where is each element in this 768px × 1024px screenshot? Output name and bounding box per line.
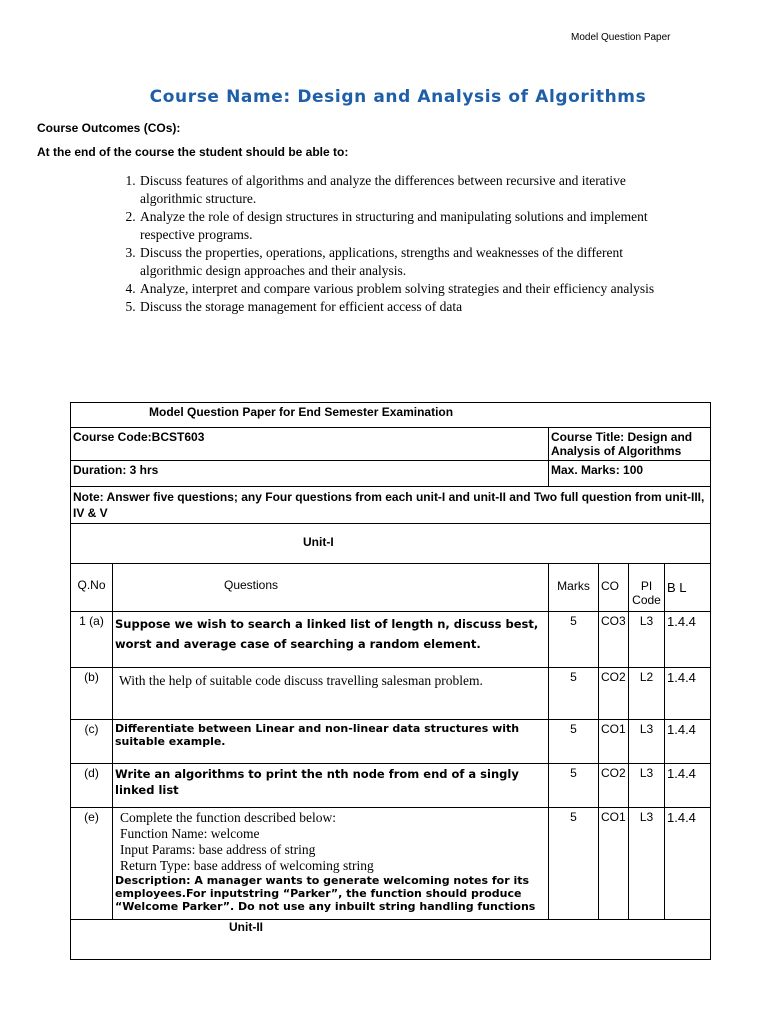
question-line: Complete the function described below:	[120, 810, 336, 825]
course-title: Course Title: Design and Analysis of Algorithms	[549, 428, 711, 461]
page-header-label: Model Question Paper	[571, 32, 671, 43]
question-number: (b)	[71, 668, 113, 720]
question-marks: 5	[549, 764, 599, 808]
question-marks: 5	[549, 720, 599, 764]
col-header-questions: Questions	[113, 564, 549, 612]
question-number: (e)	[71, 808, 113, 920]
question-line: Return Type: base address of welcoming string	[120, 858, 374, 873]
question-text: Suppose we wish to search a linked list of length n, discuss best, worst and average case of searching a random element.	[113, 612, 549, 668]
question-row-1d	[71, 764, 711, 808]
question-row-1a	[71, 612, 711, 668]
max-marks: Max. Marks: 100	[549, 461, 711, 487]
outcome-item-4: 4. Analyze, interpret and compare various problem solving strategies and their efficiency analysis	[139, 280, 659, 298]
question-row-1b	[71, 668, 711, 720]
exam-title: Model Question Paper for End Semester Examination	[71, 403, 711, 428]
outcome-item-5: 5. Discuss the storage management for efficient access of data	[139, 298, 659, 316]
question-number: 1 (a)	[71, 612, 113, 668]
question-co: CO2	[599, 764, 629, 808]
question-co: CO1	[599, 720, 629, 764]
course-outcomes-intro: At the end of the course the student should be able to:	[37, 145, 349, 159]
pi-code-label: Code	[632, 593, 661, 607]
outcome-item-2: 2. Analyze the role of design structures in structuring and manipulating solutions and implement respective programs.	[139, 208, 659, 244]
course-name-title: Course Name: Design and Analysis of Algorithms	[149, 87, 647, 107]
question-number: (d)	[71, 764, 113, 808]
question-bl: 1.4.4	[665, 764, 711, 808]
question-line: Function Name: welcome	[120, 826, 260, 841]
question-number: (c)	[71, 720, 113, 764]
question-pi: L2	[629, 668, 665, 720]
unit-1-heading: Unit-I	[71, 524, 711, 564]
question-description: Description: A manager wants to generate welcoming notes for its employees.For inputstring “Parker”, the function should produce “Welcome Parker”. Do not use any inbuilt string handling functions	[115, 874, 536, 913]
question-pi: L3	[629, 612, 665, 668]
question-marks: 5	[549, 668, 599, 720]
question-bl: 1.4.4	[665, 720, 711, 764]
question-text: Write an algorithms to print the nth node from end of a singly linked list	[113, 764, 549, 808]
outcome-item-3: 3. Discuss the properties, operations, applications, strengths and weaknesses of the different algorithmic design approaches and their analysis.	[139, 244, 659, 280]
question-co: CO3	[599, 612, 629, 668]
col-header-bl: B L	[665, 564, 711, 612]
question-co: CO2	[599, 668, 629, 720]
question-row-1e	[71, 808, 711, 920]
unit-2-heading: Unit-II	[71, 920, 711, 960]
course-code: Course Code:BCST603	[71, 428, 549, 461]
question-text: With the help of suitable code discuss travelling salesman problem.	[113, 668, 549, 720]
question-pi: L3	[629, 764, 665, 808]
question-pi: L3	[629, 720, 665, 764]
col-header-marks: Marks	[549, 564, 599, 612]
question-line: Input Params: base address of string	[120, 842, 316, 857]
pi-label: PI	[640, 579, 653, 593]
outcome-item-1: 1. Discuss features of algorithms and analyze the differences between recursive and iterative algorithmic structure.	[139, 172, 659, 208]
question-marks: 5	[549, 808, 599, 920]
question-text	[113, 808, 549, 920]
question-co: CO1	[599, 808, 629, 920]
question-text: Differentiate between Linear and non-linear data structures with suitable example.	[113, 720, 549, 764]
duration: Duration: 3 hrs	[71, 461, 549, 487]
course-outcomes-heading: Course Outcomes (COs):	[37, 121, 181, 135]
col-header-co: CO	[599, 564, 629, 612]
question-paper-table	[70, 402, 711, 960]
question-bl: 1.4.4	[665, 808, 711, 920]
question-marks: 5	[549, 612, 599, 668]
col-header-qno: Q.No	[71, 564, 113, 612]
question-bl: 1.4.4	[665, 612, 711, 668]
exam-note: Note: Answer five questions; any Four questions from each unit-I and unit-II and Two full question from unit-III, IV & V	[71, 487, 711, 524]
course-outcomes-list	[118, 172, 659, 316]
question-bl: 1.4.4	[665, 668, 711, 720]
question-pi: L3	[629, 808, 665, 920]
question-row-1c	[71, 720, 711, 764]
col-header-pi	[629, 564, 665, 612]
